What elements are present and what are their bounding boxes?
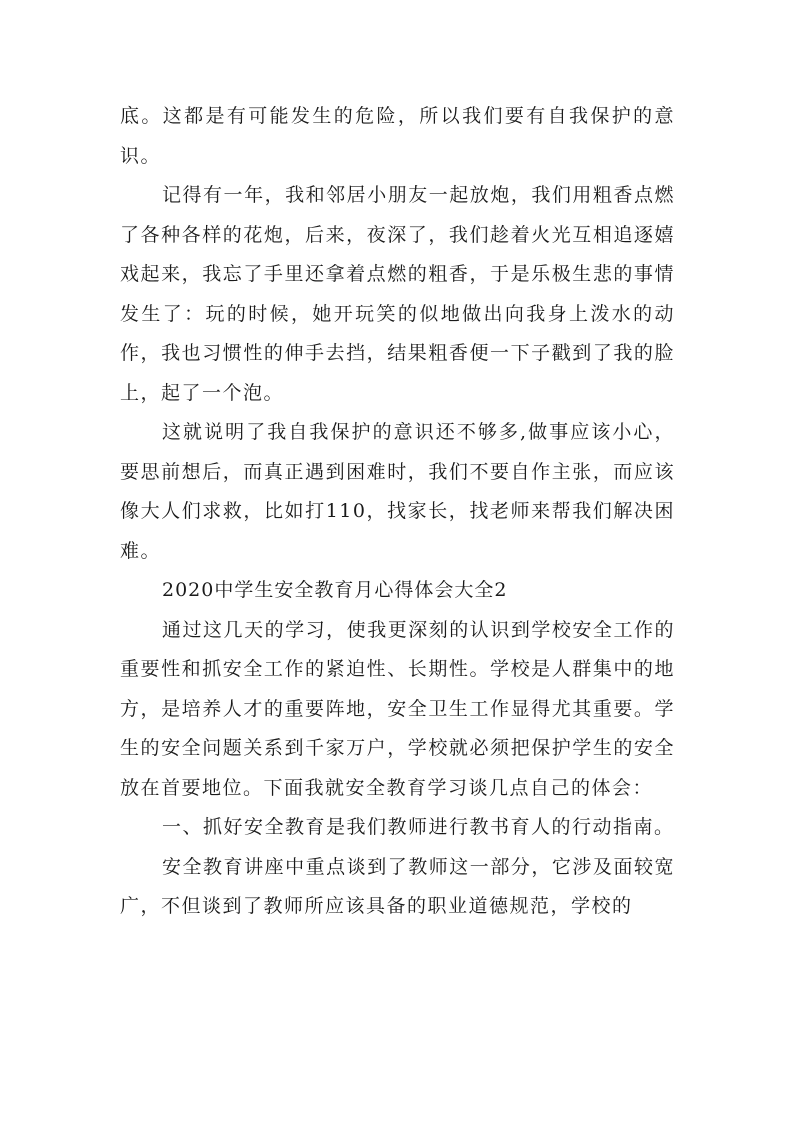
paragraph-2: 记得有一年，我和邻居小朋友一起放炮，我们用粗香点燃了各种各样的花炮，后来，夜深了，我们趁着火光互相追逐嬉戏起来，我忘了手里还拿着点燃的粗香，于是乐极生悲的事情发生了：玩的时候，她开玩笑的似地做出向我身上泼水的动作，我也习惯性的伸手去挡，结果粗香便一下子戳到了我的脸上，起了一个泡。 xyxy=(120,184,675,404)
paragraph-1: 底。这都是有可能发生的危险，所以我们要有自我保护的意识。 xyxy=(120,105,675,167)
section-heading: 2020中学生安全教育月心得体会大全2 xyxy=(162,579,508,601)
paragraph-4: 通过这几天的学习，使我更深刻的认识到学校安全工作的重要性和抓安全工作的紧迫性、长期性。学校是人群集中的地方，是培养人才的重要阵地，安全卫生工作显得尤其重要。学生的安全问题关系到千家万户，学校就必须把保护学生的安全放在首要地位。下面我就安全教育学习谈几点自己的体会： xyxy=(120,618,675,799)
document-body xyxy=(120,97,675,927)
paragraph-6: 安全教育讲座中重点谈到了教师这一部分，它涉及面较宽广，不但谈到了教师所应该具备的职业道德规范，学校的 xyxy=(120,855,675,917)
paragraph-3: 这就说明了我自我保护的意识还不够多,做事应该小心，要思前想后，而真正遇到困难时，我们不要自作主张，而应该像大人们求救，比如打110，找家长，找老师来帮我们解决困难。 xyxy=(120,421,675,562)
paragraph-5: 一、抓好安全教育是我们教师进行教书育人的行动指南。 xyxy=(162,816,675,838)
